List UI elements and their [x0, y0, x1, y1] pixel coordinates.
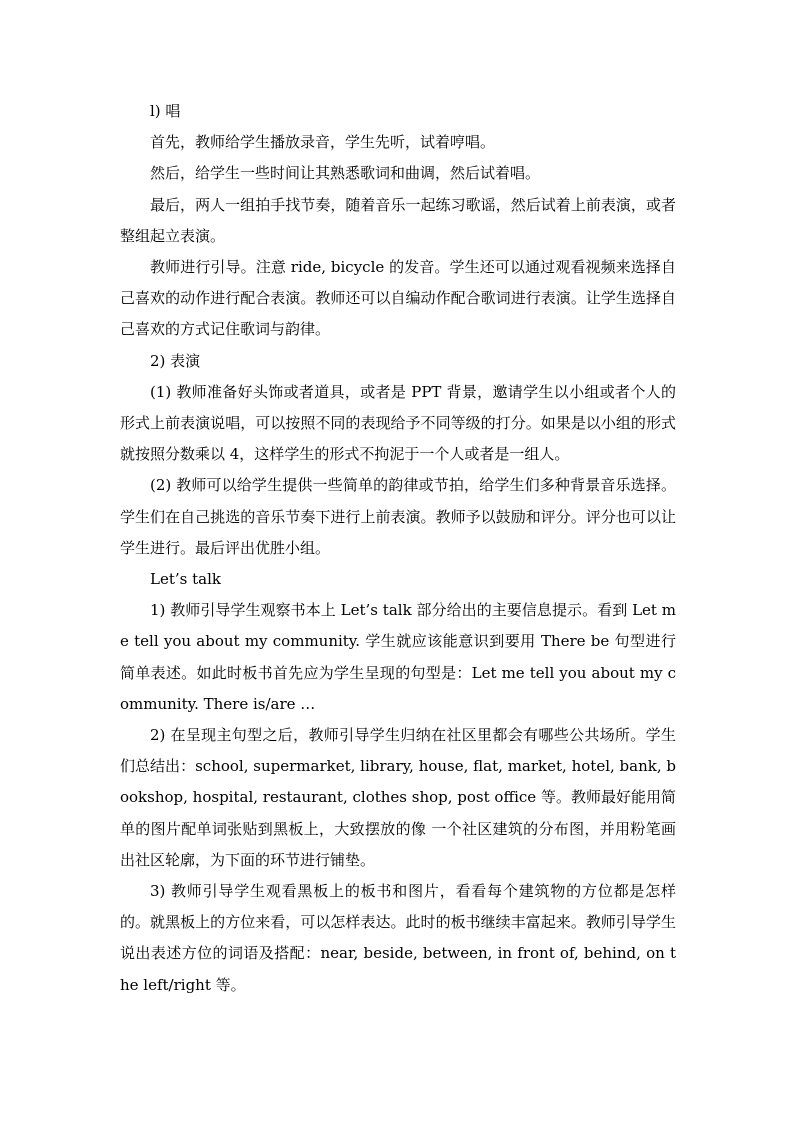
paragraph-first-step: 首先，教师给学生播放录音，学生先听，试着哼唱。: [150, 133, 496, 152]
document-body: [120, 96, 676, 1001]
paragraph-teacher-guide: 教师进行引导。注意 ride, bicycle 的发音。学生还可以通过观看视频来选择自己喜欢的动作进行配合表演。教师还可以自编动作配合歌词进行表演。让学生选择自己喜欢的方式记住歌词与韵律。: [120, 258, 676, 339]
paragraph-finally-step: 最后，两人一组拍手找节奏，随着音乐一起练习歌谣，然后试着上前表演，或者整组起立表演。: [120, 195, 676, 245]
heading-sing: l) 唱: [150, 102, 181, 120]
paragraph-talk-2: 2) 在呈现主句型之后，教师引导学生归纳在社区里都会有哪些公共场所。学生们总结出：school, supermarket, library, house, flat, market, hotel, bank, bookshop, hospital, restaurant, clothes shop, post office 等。教师最好能用简单的图片配单词张贴到黑板上，大致摆放的像 一个社区建筑的分布图，并用粉笔画出社区轮廓，为下面的环节进行铺垫。: [120, 726, 676, 869]
paragraph-perform-2: (2) 教师可以给学生提供一些简单的韵律或节拍，给学生们多种背景音乐选择。学生们在自己挑选的音乐节奏下进行上前表演。教师予以鼓励和评分。评分也可以让学生进行。最后评出优胜小组。: [120, 476, 676, 557]
heading-perform: 2) 表演: [150, 351, 201, 370]
paragraph-talk-3: 3) 教师引导学生观看黑板上的板书和图片，看看每个建筑物的方位都是怎样的。就黑板上的方位来看，可以怎样表达。此时的板书继续丰富起来。教师引导学生说出表述方位的词语及搭配：near, beside, between, in front of, behind, on the left/right 等。: [120, 882, 676, 994]
paragraph-talk-1: 1) 教师引导学生观察书本上 Let’s talk 部分给出的主要信息提示。看到 Let me tell you about my community. 学生就应该能意识到要用 There be 句型进行简单表述。如此时板书首先应为学生呈现的句型是：Let me tell you about my community. There is/are …: [120, 601, 676, 713]
heading-lets-talk: Let’s talk: [150, 570, 221, 589]
paragraph-perform-1: (1) 教师准备好头饰或者道具，或者是 PPT 背景，邀请学生以小组或者个人的形式上前表演说唱，可以按照不同的表现给予不同等级的打分。如果是以小组的形式就按照分数乘以 4，这样学生的形式不拘泥于一个人或者是一组人。: [120, 382, 676, 464]
paragraph-then-step: 然后，给学生一些时间让其熟悉歌词和曲调，然后试着唱。: [150, 164, 541, 183]
